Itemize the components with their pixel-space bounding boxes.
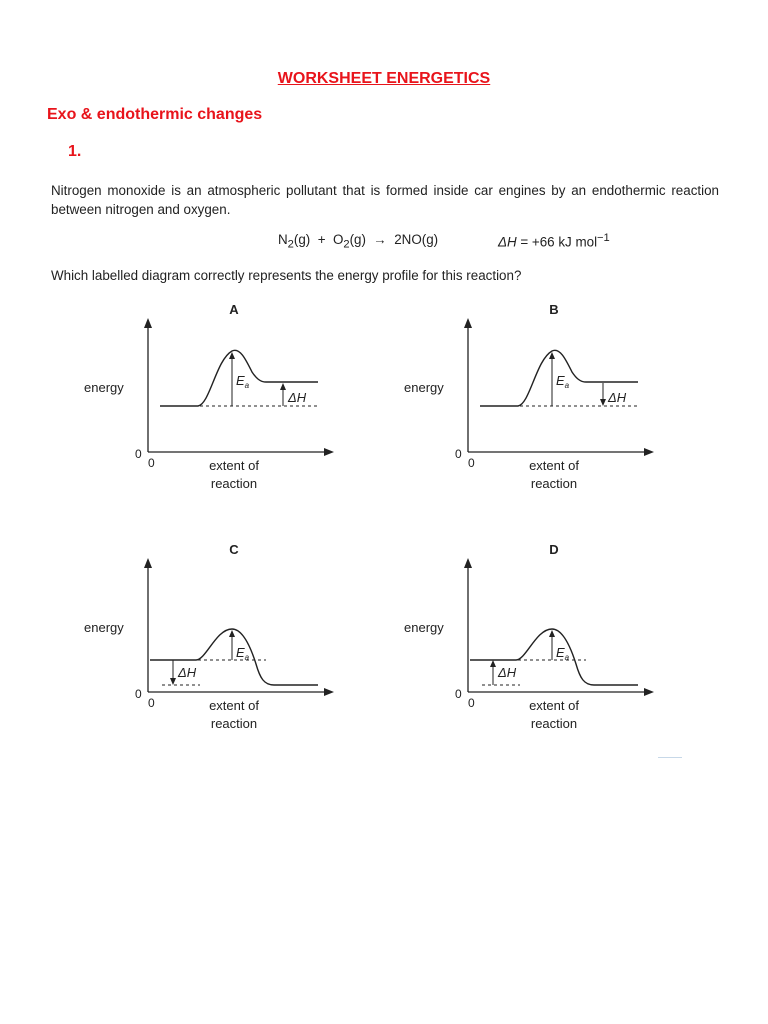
x-axis-label-line1: extent of [529,458,579,473]
diagram-letter: C [229,542,239,557]
x-axis-arrow [644,448,654,456]
x-axis-label-line2: reaction [530,716,578,731]
origin-label-x: 0 [148,456,155,470]
ea-arrowhead [229,630,235,637]
x-axis-label-line2: reaction [530,476,578,491]
dh-arrowhead [490,660,496,667]
eq-dh-exp: −1 [597,232,610,244]
dh-arrowhead [600,399,606,406]
x-axis-arrow [644,688,654,696]
origin-label: 0 [135,447,142,461]
enthalpy-change [498,232,610,249]
energy-diagram-c [70,540,360,740]
question-prompt: Which labelled diagram correctly represents the energy profile for this reaction? [51,268,522,283]
y-axis-label: energy [404,620,444,635]
scan-mark [658,757,682,758]
diagram-letter: B [549,302,559,317]
origin-label-x: 0 [468,696,475,710]
x-axis-arrow [324,448,334,456]
diagram-letter: A [229,302,239,317]
x-axis-label-line1: extent of [209,698,259,713]
reaction-equation [278,232,610,251]
origin-label-x: 0 [468,456,475,470]
dh-label: ΔH [498,665,517,680]
section-heading: Exo & endothermic changes [47,106,263,123]
ea-label: $E_a$ [556,645,570,662]
ea-label-sub: a [564,381,570,390]
x-axis-label-line1: extent of [529,698,579,713]
x-axis-label-line2: reaction [210,476,258,491]
eq-n2: N [278,232,288,247]
origin-label-x: 0 [148,696,155,710]
energy-diagram-a [70,300,360,500]
x-axis-arrow [324,688,334,696]
ea-label-sub: a [244,381,250,390]
eq-o2-sub: 2 [343,238,350,251]
origin-label: 0 [455,687,462,701]
eq-n2-state: (g) + O [293,232,344,247]
y-axis-label: energy [84,380,124,395]
dh-arrowhead [170,678,176,685]
ea-label: $E_a$ [236,373,250,390]
y-axis-arrow [144,318,152,328]
ea-arrowhead [549,630,555,637]
eq-dh-value: = +66 kJ mol [516,234,598,250]
energy-curve [150,629,318,685]
question-intro: Nitrogen monoxide is an atmospheric pollutant that is formed inside car engines by an endothermic reaction between nitrogen and oxygen. [51,183,719,217]
y-axis-arrow [144,558,152,568]
ea-label-sub: a [244,653,250,662]
x-axis-label-line1: extent of [209,458,259,473]
energy-diagram-d [390,540,680,740]
worksheet-title: WORKSHEET ENERGETICS [277,70,491,87]
eq-n2-sub: 2 [287,238,294,251]
diagram-letter: D [549,542,559,557]
eq-dh-symbol: ΔH [498,234,517,250]
dh-label: ΔH [178,665,197,680]
dh-label: ΔH [288,390,307,405]
origin-label: 0 [135,687,142,701]
y-axis-label: energy [84,620,124,635]
y-axis-arrow [464,318,472,328]
question-number: 1. [68,143,82,160]
energy-diagram-b [390,300,680,500]
energy-curve [470,629,638,685]
eq-o2-state: (g) → 2NO(g) [349,232,439,247]
x-axis-label-line2: reaction [210,716,258,731]
ea-label: $E_a$ [236,645,250,662]
y-axis-label: energy [404,380,444,395]
y-axis-arrow [464,558,472,568]
ea-label-sub: a [564,653,570,662]
ea-label: $E_a$ [556,373,570,390]
dh-label: ΔH [608,390,627,405]
dh-arrowhead [280,383,286,390]
origin-label: 0 [455,447,462,461]
